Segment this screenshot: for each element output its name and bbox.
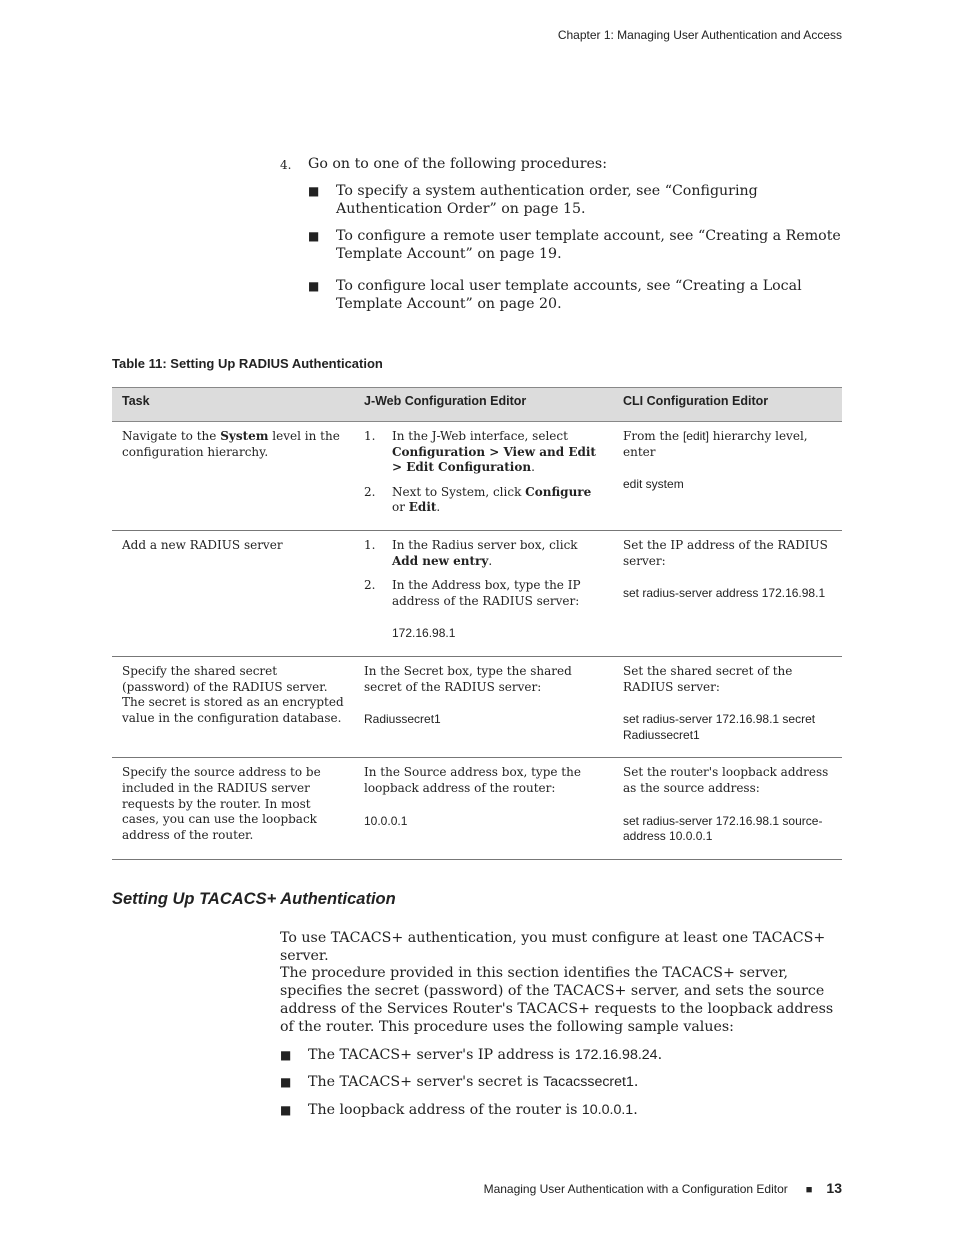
square-bullet-icon: ■ [280, 1103, 292, 1117]
cli-command: set radius-server 172.16.98.1 secret Radiussecret1 [623, 712, 816, 742]
table-row [112, 758, 842, 859]
step-number: 1. [364, 537, 376, 552]
step-number: 1. [364, 429, 376, 443]
square-bullet-icon: ■ [280, 1075, 292, 1089]
radius-setup-table [112, 387, 842, 860]
jweb-cell [354, 422, 613, 531]
step-text: In the Radius server box, click [392, 537, 578, 552]
table-header-row [112, 388, 842, 422]
list-item [280, 277, 845, 313]
table-row [112, 530, 842, 656]
list-item [280, 1046, 846, 1064]
cli-text: Set the IP address of the RADIUS server: [623, 537, 828, 568]
step-text: . [436, 500, 441, 515]
square-separator-icon: ■ [805, 1184, 813, 1196]
table-row [112, 422, 842, 531]
step-text: or [392, 500, 409, 515]
square-bullet-icon: ■ [308, 279, 320, 293]
list-item-text: The TACACS+ server's IP address is [308, 1047, 575, 1063]
square-bullet-icon: ■ [308, 229, 320, 243]
step-number: 2. [364, 578, 376, 593]
page-footer [484, 1180, 842, 1196]
jweb-text: In the Source address box, type the loopback address of the router: [364, 765, 581, 795]
list-item-text: To configure a remote user template account, see “Creating a Remote Template Account” on page 19. [336, 228, 841, 262]
list-item-text: To configure local user template accounts, see “Creating a Local Template Account” on page 20. [336, 278, 802, 312]
cli-cell [613, 758, 842, 859]
list-item [280, 1101, 846, 1119]
running-header: Chapter 1: Managing User Authentication and Access [557, 28, 842, 42]
square-bullet-icon: ■ [280, 1048, 292, 1062]
cli-code: [edit] [682, 429, 709, 443]
sample-value: Tacacssecret1 [543, 1074, 634, 1090]
table-caption: Table 11: Setting Up RADIUS Authentication [112, 356, 383, 371]
ui-label: Configure [525, 484, 592, 499]
footer-title: Managing User Authentication with a Configuration Editor [483, 1182, 788, 1196]
input-value: Radiussecret1 [364, 712, 441, 727]
ordered-step [364, 429, 603, 476]
step-number: 2. [364, 484, 376, 499]
sample-values-list [280, 1046, 846, 1119]
list-item-text: . [633, 1074, 639, 1090]
ordered-step [364, 485, 603, 516]
sample-value: 172.16.98.24 [574, 1047, 658, 1063]
column-header-cli: CLI Configuration Editor [613, 388, 842, 422]
cli-cell [613, 530, 842, 656]
ui-path: Configuration > View and Edit > Edit Configuration [392, 444, 596, 475]
task-cell: Add a new RADIUS server [112, 530, 354, 656]
cli-text: hierarchy level, enter [623, 429, 808, 459]
input-value: 172.16.98.1 [392, 626, 456, 641]
jweb-cell [354, 656, 613, 757]
task-cell: Specify the shared secret (password) of the RADIUS server. The secret is stored as an encrypted value in the configuration database. [112, 656, 354, 757]
cli-text: Set the shared secret of the RADIUS server: [623, 663, 793, 694]
task-text: Navigate to the [122, 429, 221, 443]
page-number: 13 [826, 1180, 842, 1196]
body-paragraph: To use TACACS+ authentication, you must configure at least one TACACS+ server. [280, 930, 826, 964]
cli-cell [613, 422, 842, 531]
step-item [280, 155, 845, 173]
step-text: In the J-Web interface, select [392, 429, 568, 443]
sample-value: 10.0.0.1 [581, 1102, 634, 1118]
section-heading: Setting Up TACACS+ Authentication [112, 890, 396, 908]
procedure-steps [280, 155, 845, 313]
column-header-task: Task [112, 388, 354, 422]
step-text: Go on to one of the following procedures: [308, 156, 607, 172]
list-item [280, 182, 845, 218]
list-item [280, 1073, 846, 1091]
list-item-text: To specify a system authentication order, see “Configuring Authentication Order” on page 15. [336, 183, 758, 217]
cli-cell [613, 656, 842, 757]
column-header-jweb: J-Web Configuration Editor [354, 388, 613, 422]
step-number: 4. [280, 158, 292, 172]
jweb-cell [354, 530, 613, 656]
task-text: level in the configuration hierarchy. [122, 429, 340, 459]
jweb-cell [354, 758, 613, 859]
step-text: In the Address box, type the IP address of the RADIUS server: [392, 578, 581, 608]
list-item-text: . [633, 1102, 638, 1118]
ui-label: Add new entry [392, 553, 489, 568]
task-bold: System [220, 429, 269, 443]
task-cell [112, 422, 354, 531]
task-cell: Specify the source address to be included in the RADIUS server requests by the router. In most cases, you can use the loopback address of the router. [112, 758, 354, 859]
table-row [112, 656, 842, 757]
step-text: . [531, 460, 535, 475]
cli-command: set radius-server address 172.16.98.1 [623, 586, 826, 601]
list-item-text: . [657, 1047, 663, 1063]
input-value: 10.0.0.1 [364, 813, 408, 828]
step-text: . [488, 553, 493, 568]
cli-text: From the [623, 429, 683, 443]
square-bullet-icon: ■ [308, 184, 320, 198]
list-item [280, 227, 845, 263]
list-item-text: The TACACS+ server's secret is [308, 1074, 544, 1090]
cli-text: Set the router's loopback address as the source address: [623, 765, 829, 795]
jweb-text: In the Secret box, type the shared secret of the RADIUS server: [364, 663, 572, 694]
ui-label: Edit [408, 500, 437, 515]
body-paragraph: The procedure provided in this section identifies the TACACS+ server, specifies the secret (password) of the TACACS+ server, and sets the source address of the Services Router's TACACS+ requests to the loopback address of the router. This procedure uses the following sample values: [280, 965, 834, 1035]
list-item-text: The loopback address of the router is [308, 1102, 582, 1118]
step-text: Next to System, click [392, 484, 526, 499]
ordered-step [364, 538, 603, 569]
cli-command: edit system [623, 477, 684, 492]
ordered-step [364, 578, 603, 642]
cli-command: set radius-server 172.16.98.1 source-address 10.0.0.1 [623, 813, 823, 844]
